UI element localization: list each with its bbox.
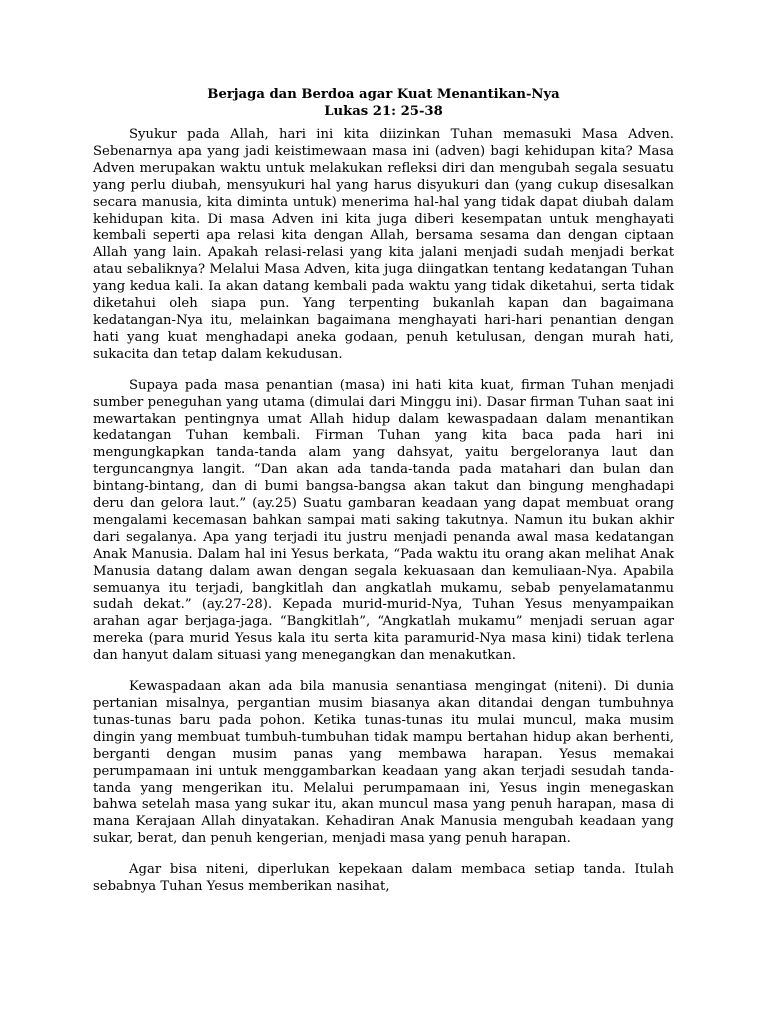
paragraph-1: Syukur pada Allah, hari ini kita diizinkan Tuhan memasuki Masa Adven. Sebenarnya apa yang jadi keistimewaan masa ini (adven) bagi kehidupan kita? Masa Adven merupakan waktu untuk melakukan refleksi diri dan mengubah segala sesuatu yang perlu diubah, mensyukuri hal yang harus disyukuri dan (yang cukup disesalkan secara manusia, kita diminta untuk) menerima hal-hal yang tidak dapat diubah dalam kehidupan kita. Di masa Adven ini kita juga diberi kesempatan untuk menghayati kembali seperti apa relasi kita dengan Allah, bersama sesama dan dengan ciptaan Allah yang lain. Apakah relasi-relasi yang kita jalani menjadi sudah menjadi berkat atau sebaliknya? Melalui Masa Adven, kita juga diingatkan tentang kedatangan Tuhan yang kedua kali. Ia akan datang kembali pada waktu yang tidak diketahui, serta tidak diketahui oleh siapa pun. Yang terpenting bukanlah kapan dan bagaimana kedatangan-Nya itu, melainkan bagaimana menghayati hari-hari penantian dengan hati yang kuat menghadapi aneka godaan, penuh ketulusan, dengan murah hati, sukacita dan tetap dalam kekudusan.	[93, 127, 674, 362]
paragraph-4: Agar bisa niteni, diperlukan kepekaan dalam membaca setiap tanda. Itulah sebabnya Tuhan Yesus memberikan nasihat,	[93, 862, 674, 895]
document-page	[93, 86, 674, 910]
document-subtitle: Lukas 21: 25-38	[324, 104, 443, 119]
document-title: Berjaga dan Berdoa agar Kuat Menantikan-Nya	[207, 87, 560, 102]
paragraph-2: Supaya pada masa penantian (masa) ini hati kita kuat, firman Tuhan menjadi sumber peneguhan yang utama (dimulai dari Minggu ini). Dasar firman Tuhan saat ini mewartakan pentingnya umat Allah hidup dalam kewaspadaan dalam menantikan kedatangan Tuhan kembali. Firman Tuhan yang kita baca pada hari ini mengungkapkan tanda-tanda alam yang dahsyat, yaitu bergeloranya laut dan terguncangnya langit. “Dan akan ada tanda-tanda pada matahari dan bulan dan bintang-bintang, dan di bumi bangsa-bangsa akan takut dan bingung menghadapi deru dan gelora laut.” (ay.25) Suatu gambaran keadaan yang dapat membuat orang mengalami kecemasan bahkan sampai mati saking takutnya. Namun itu bukan akhir dari segalanya. Apa yang terjadi itu justru menjadi penanda awal masa kedatangan Anak Manusia. Dalam hal ini Yesus berkata, “Pada waktu itu orang akan melihat Anak Manusia datang dalam awan dengan segala kekuasaan dan kemuliaan-Nya. Apabila semuanya itu terjadi, bangkitlah dan angkatlah mukamu, sebab penyelamatanmu sudah dekat.” (ay.27-28). Kepada murid-murid-Nya, Tuhan Yesus menyampaikan arahan agar berjaga-jaga. “Bangkitlah”, “Angkatlah mukamu” menjadi seruan agar mereka (para murid Yesus kala itu serta kita paramurid-Nya masa kini) tidak terlena dan hanyut dalam situasi yang menegangkan dan menakutkan.	[93, 377, 674, 664]
paragraph-3: Kewaspadaan akan ada bila manusia senantiasa mengingat (niteni). Di dunia pertanian misalnya, pergantian musim biasanya akan ditandai dengan tumbuhnya tunas-tunas baru pada pohon. Ketika tunas-tunas itu mulai muncul, maka musim dingin yang membuat tumbuh-tumbuhan tidak mampu bertahan hidup akan berhenti, berganti dengan musim panas yang membawa harapan. Yesus memakai perumpamaan ini untuk menggambarkan keadaan yang akan terjadi sesudah tanda-tanda yang mengerikan itu. Melalui perumpamaan ini, Yesus ingin menegaskan bahwa setelah masa yang sukar itu, akan muncul masa yang penuh harapan, masa di mana Kerajaan Allah dinyatakan. Kehadiran Anak Manusia mengubah keadaan yang sukar, berat, dan penuh kengerian, menjadi masa yang penuh harapan.	[93, 679, 674, 847]
